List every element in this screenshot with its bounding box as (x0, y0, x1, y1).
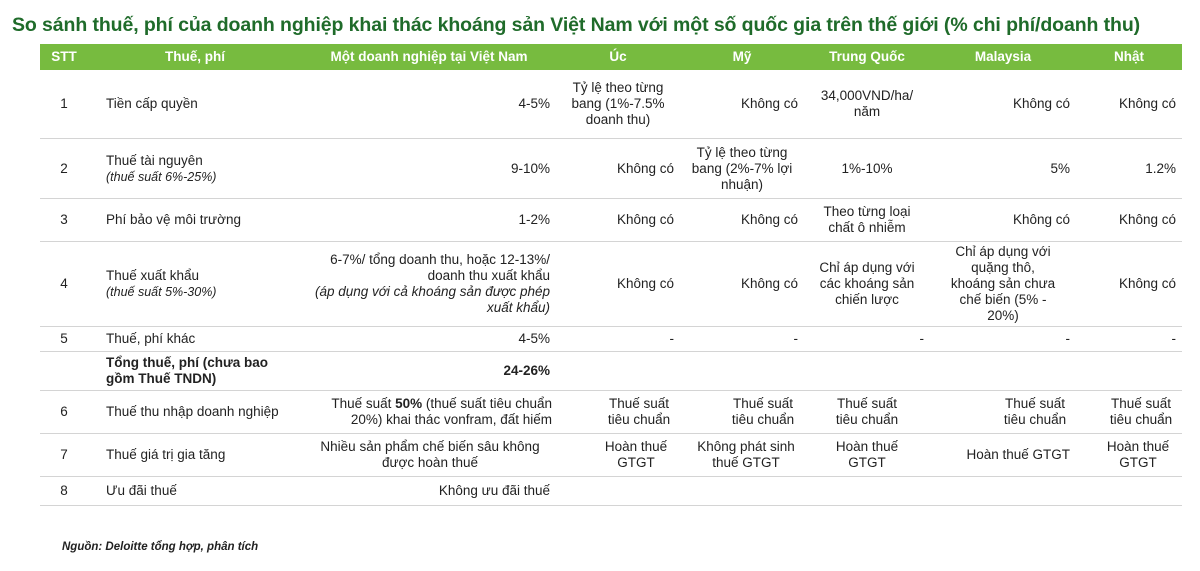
tax-name-label: Thuế xuất khẩu (106, 268, 200, 283)
cell-stt: 3 (40, 199, 88, 242)
cell-tax-name: Ưu đãi thuế (88, 477, 302, 506)
table-row (40, 70, 1182, 139)
cell-usa: Không có (680, 70, 804, 139)
cell-vietnam: 4-5% (302, 70, 556, 139)
cell-stt: 6 (40, 391, 88, 434)
cell-australia-text: Hoàn thuế GTGT (604, 439, 668, 470)
cell-tax-name: Thuế, phí khác (88, 327, 302, 352)
cell-stt (40, 352, 88, 391)
cell-australia-text: Tỷ lệ theo từng bang (1%-7.5% doanh thu) (571, 80, 665, 127)
cell-japan-text: Hoàn thuế GTGT (1106, 439, 1170, 470)
cell-stt: 1 (40, 70, 88, 139)
cell-japan: 1.2% (1076, 139, 1182, 199)
cell-australia: - (556, 327, 680, 352)
tax-rate-note: (thuế suất 6%-25%) (106, 169, 217, 184)
cell-stt: 2 (40, 139, 88, 199)
cell-japan: Không có (1076, 70, 1182, 139)
cell-usa (680, 434, 804, 477)
cell-china (804, 199, 930, 242)
table-row (40, 139, 1182, 199)
cell-tax-name: Tiền cấp quyền (88, 70, 302, 139)
vietnam-vat-text: Nhiều sản phẩm chế biến sâu không được hoàn thuế (320, 439, 540, 470)
cell-australia: Không có (556, 199, 680, 242)
cell-china: - (804, 327, 930, 352)
cell-china (804, 477, 930, 506)
cell-usa (680, 352, 804, 391)
cell-malaysia: 5% (930, 139, 1076, 199)
table-header-row (40, 44, 1182, 70)
cit-prefix: Thuế suất (331, 396, 396, 411)
cell-china: 1%-10% (804, 139, 930, 199)
vietnam-export-rate: 6-7%/ tổng doanh thu, hoặc 12-13%/ doanh thu xuất khẩu (330, 252, 550, 283)
cit-suffix: (thuế suất tiêu chuẩn 20%) khai thác vonfram, đất hiếm (350, 396, 552, 427)
cell-vietnam (302, 434, 556, 477)
cell-vietnam: 4-5% (302, 327, 556, 352)
cell-vietnam (302, 242, 556, 327)
total-label-text: Tổng thuế, phí (chưa bao gồm Thuế TNDN) (106, 355, 269, 386)
cell-vietnam: 1-2% (302, 199, 556, 242)
header-vietnam: Một doanh nghiệp tại Việt Nam (302, 44, 556, 70)
tax-comparison-table (40, 44, 1182, 506)
cell-malaysia (930, 242, 1076, 327)
cell-australia (556, 352, 680, 391)
cell-tax-name: Phí bảo vệ môi trường (88, 199, 302, 242)
header-stt: STT (40, 44, 88, 70)
page-title: So sánh thuế, phí của doanh nghiệp khai thác khoáng sản Việt Nam với một số quốc gia trên thế giới (% chi phí/doanh thu) (12, 14, 1141, 36)
header-japan: Nhật (1076, 44, 1182, 70)
cell-tax-name (88, 139, 302, 199)
cell-usa: Không có (680, 199, 804, 242)
cell-australia: Không có (556, 242, 680, 327)
cell-australia (556, 477, 680, 506)
table-row-total (40, 352, 1182, 391)
header-malaysia: Malaysia (930, 44, 1076, 70)
cell-australia (556, 391, 680, 434)
cell-australia (556, 434, 680, 477)
cell-japan-text: Thuế suất tiêu chuẩn (1109, 396, 1173, 427)
cell-usa (680, 391, 804, 434)
cell-total-label (88, 352, 302, 391)
cell-japan (1076, 434, 1182, 477)
cell-malaysia (930, 352, 1076, 391)
table-row (40, 477, 1182, 506)
cell-australia (556, 70, 680, 139)
cell-usa-text: Thuế suất tiêu chuẩn (731, 396, 795, 427)
cell-vietnam (302, 391, 556, 434)
vietnam-export-note: (áp dụng với cả khoáng sản được phép xuất khẩu) (314, 284, 550, 315)
header-china: Trung Quốc (804, 44, 930, 70)
cell-china (804, 391, 930, 434)
cell-china (804, 242, 930, 327)
cell-malaysia: - (930, 327, 1076, 352)
tax-rate-note: (thuế suất 5%-30%) (106, 285, 217, 299)
vietnam-cit-text (308, 396, 552, 428)
cell-china-text: Thuế suất tiêu chuẩn (835, 396, 899, 427)
cell-china-text: 34,000VND/ha/ năm (820, 88, 914, 119)
cell-china (804, 70, 930, 139)
cell-usa: Không có (680, 242, 804, 327)
table-row (40, 242, 1182, 327)
cell-china-text: Chỉ áp dụng với các khoáng sản chiến lược (819, 260, 915, 307)
cell-stt: 7 (40, 434, 88, 477)
cell-australia: Không có (556, 139, 680, 199)
cell-total-vietnam: 24-26% (302, 352, 556, 391)
cell-japan (1076, 391, 1182, 434)
cell-malaysia (930, 477, 1076, 506)
source-note: Nguồn: Deloitte tổng hợp, phân tích (62, 541, 259, 553)
cell-japan (1076, 477, 1182, 506)
cell-usa (680, 139, 804, 199)
table-row (40, 199, 1182, 242)
cell-japan: Không có (1076, 199, 1182, 242)
table-row (40, 327, 1182, 352)
cell-vietnam: 9-10% (302, 139, 556, 199)
cell-china-text: Hoàn thuế GTGT (835, 439, 899, 470)
cell-malaysia: Hoàn thuế GTGT (930, 434, 1076, 477)
cell-australia-text: Thuế suất tiêu chuẩn (607, 396, 671, 427)
cell-china-text: Theo từng loại chất ô nhiễm (823, 204, 911, 235)
cit-rate: 50% (395, 396, 423, 411)
header-tax: Thuế, phí (88, 44, 302, 70)
cell-malaysia-text: Thuế suất tiêu chuẩn (1003, 396, 1067, 427)
cell-stt: 5 (40, 327, 88, 352)
header-australia: Úc (556, 44, 680, 70)
cell-usa-text: Tỷ lệ theo từng bang (2%-7% lợi nhuận) (691, 144, 793, 192)
cell-japan: - (1076, 327, 1182, 352)
header-usa: Mỹ (680, 44, 804, 70)
cell-japan: Không có (1076, 242, 1182, 327)
cell-china (804, 352, 930, 391)
cell-vietnam: Không ưu đãi thuế (302, 477, 556, 506)
cell-tax-name: Thuế giá trị gia tăng (88, 434, 302, 477)
cell-usa: - (680, 327, 804, 352)
cell-malaysia-text: Chỉ áp dụng với quặng thô, khoáng sản chưa chế biến (5% - 20%) (950, 244, 1056, 323)
cell-malaysia: Không có (930, 199, 1076, 242)
cell-malaysia (930, 391, 1076, 434)
cell-malaysia: Không có (930, 70, 1076, 139)
cell-stt: 4 (40, 242, 88, 327)
table-row (40, 434, 1182, 477)
cell-stt: 8 (40, 477, 88, 506)
cell-japan (1076, 352, 1182, 391)
cell-tax-name (88, 242, 302, 327)
cell-usa-text: Không phát sinh thuế GTGT (697, 439, 795, 470)
cell-usa (680, 477, 804, 506)
table-row (40, 391, 1182, 434)
tax-name-label: Thuế tài nguyên (106, 152, 203, 168)
cell-china (804, 434, 930, 477)
cell-tax-name: Thuế thu nhập doanh nghiệp (88, 391, 302, 434)
